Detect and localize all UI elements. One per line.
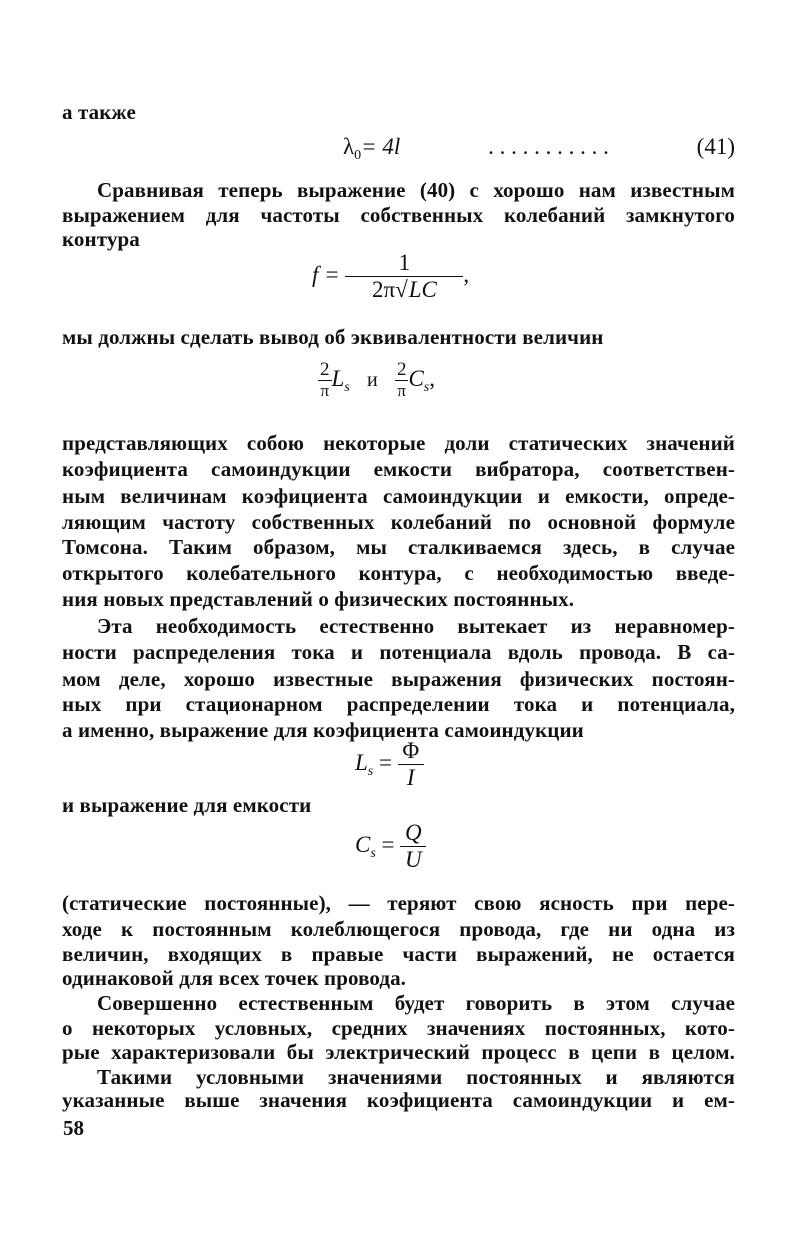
eq-lambda: λ xyxy=(343,134,355,159)
eq-den: I xyxy=(406,765,415,790)
equation-equivalent xyxy=(318,360,435,401)
text-line: выражением для частоты собственных колебаний замкнутого xyxy=(62,203,735,227)
text-line: ляющим частоту собственных колебаний по основной формуле xyxy=(62,510,735,534)
eq-den: π xyxy=(397,381,406,400)
page-number: 58 xyxy=(63,1116,84,1140)
text-line: одинаковой для всех точек провода. xyxy=(62,966,407,990)
text-line: Томсона. Таким образом, мы сталкиваемся здесь, в случае xyxy=(62,535,735,559)
eq-L: L xyxy=(331,365,345,391)
text-line: о некоторых условных, средних значениях постоянных, кото- xyxy=(62,1016,735,1040)
text-line: контура xyxy=(62,227,140,251)
eq-den-root: LC xyxy=(408,277,437,302)
eq-comma: , xyxy=(429,365,435,391)
eq-and: и xyxy=(367,368,378,391)
text-line: а именно, выражение для коэфициента самоиндукции xyxy=(62,718,584,742)
equation-inductance xyxy=(355,738,424,791)
text-line: Такими условными значениями постоянных и являются xyxy=(97,1065,735,1089)
text-line: ных при стационарном распределении тока и потенциала, xyxy=(62,692,735,716)
eq-numerator: 1 xyxy=(345,250,463,277)
eq-rhs: = 4l xyxy=(361,134,401,159)
eq-sub: s xyxy=(423,379,430,395)
eq-num: Q xyxy=(400,820,426,847)
eq-sub: s xyxy=(367,763,374,779)
text-line: коэфициента самоиндукции емкости вибратора, соответствен- xyxy=(62,457,735,481)
text-line: ходе к постоянным колеблющегося провода, где ни одна из xyxy=(62,917,735,941)
text-line: Эта необходимость естественно вытекает из неравномер- xyxy=(97,614,735,638)
text-line: Сравнивая теперь выражение (40) с хорошо нам известным xyxy=(97,178,735,202)
eq-sub: s xyxy=(370,845,376,861)
eq-C: C xyxy=(408,365,424,391)
text-line: открытого колебательного контура, с необходимостью введе- xyxy=(62,561,735,585)
text-line: и выражение для емкости xyxy=(62,793,312,817)
text-line: представляющих собою некоторые доли статических значений xyxy=(62,431,735,455)
eq-sub: 0 xyxy=(354,148,362,163)
eq-num: 2 xyxy=(396,359,407,380)
eq-sub: s xyxy=(344,379,350,395)
text-line: мом деле, хорошо известные выражения физических постоян- xyxy=(62,667,735,691)
eq-lhs: f = xyxy=(312,261,340,287)
equation-41 xyxy=(343,134,735,164)
text-line: мы должны сделать вывод об эквивалентности величин xyxy=(62,325,604,349)
eq-comma: , xyxy=(463,261,470,287)
text-line: величин, входящих в правые части выражений, не остается xyxy=(62,942,735,966)
equation-number: (41) xyxy=(696,134,735,159)
text-line: ным величинам коэфициента самоиндукции и емкости, опреде- xyxy=(62,484,735,508)
eq-dots: . . . . . . . . . . . xyxy=(488,134,609,159)
eq-den: U xyxy=(404,847,422,872)
eq-den: π xyxy=(320,381,330,400)
text-line: а также xyxy=(62,100,136,124)
eq-equals: = xyxy=(379,749,392,775)
equation-capacitance xyxy=(355,820,426,873)
equation-frequency xyxy=(312,250,469,303)
text-line: рые характеризовали бы электрический процесс в цепи в целом. xyxy=(62,1040,735,1064)
eq-equals: = xyxy=(381,831,395,857)
eq-den: 2π xyxy=(371,277,396,302)
eq-C: C xyxy=(355,831,371,857)
eq-num: Φ xyxy=(398,738,424,765)
eq-num: 2 xyxy=(320,359,330,380)
text-line: (статические постоянные), — теряют свою ясность при пере- xyxy=(62,891,735,915)
text-line: указанные выше значения коэфициента самоиндукции и ем- xyxy=(62,1088,735,1112)
eq-L: L xyxy=(355,749,368,775)
text-line: ния новых представлений о физических постоянных. xyxy=(62,587,575,611)
text-line: ности распределения тока и потенциала вдоль провода. В са- xyxy=(62,640,735,664)
sqrt-sign: √ xyxy=(395,277,408,302)
text-line: Совершенно естественным будет говорить в этом случае xyxy=(97,991,735,1015)
